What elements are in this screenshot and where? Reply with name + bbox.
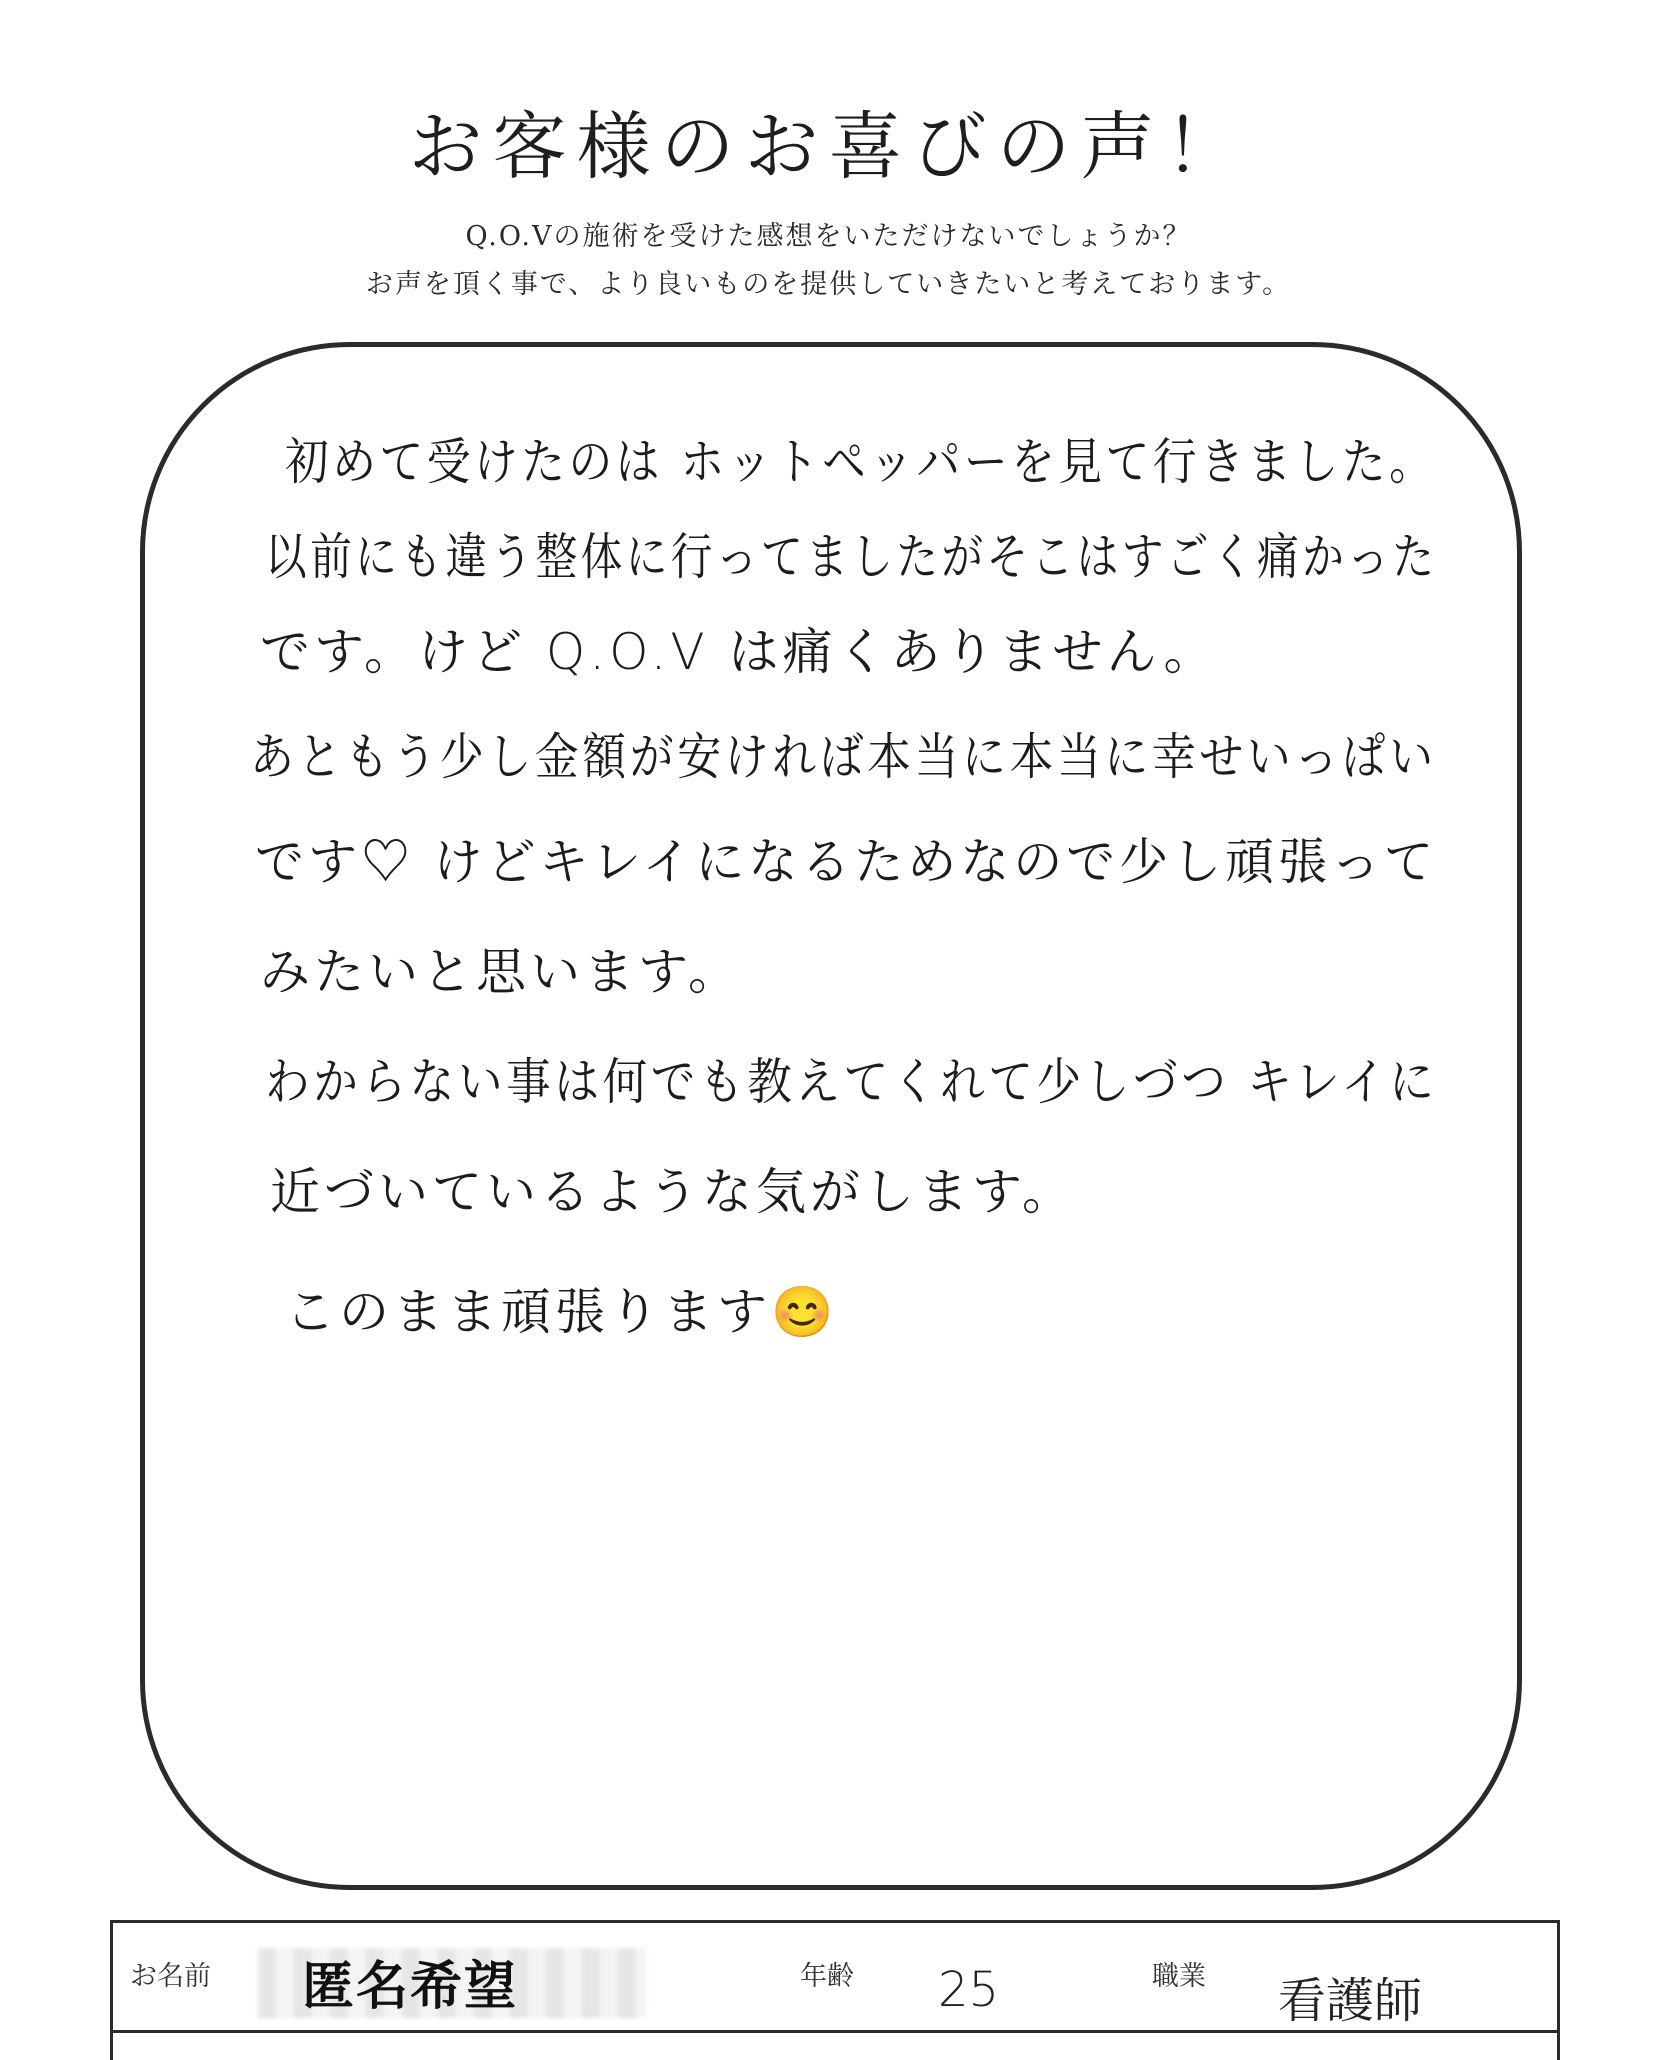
- message-line-9: このまま頑張ります😊: [285, 1283, 838, 1341]
- message-line-1: 初めて受けたのは ホットペッパーを見て行きました。: [285, 433, 1437, 491]
- message-line-4: あともう少し金額が安ければ本当に本当に幸せいっぱい: [250, 728, 1437, 786]
- job-label: 職業: [1152, 1961, 1206, 1992]
- job-value: 看護師: [1278, 1973, 1423, 2029]
- name-label: お名前: [130, 1961, 211, 1992]
- message-line-3: です。けど Q.O.V は痛くありません。: [260, 623, 1218, 681]
- message-line-6: みたいと思います。: [260, 943, 742, 1001]
- message-line-7: わからない事は何でも教えてくれて少しづつ キレイに: [265, 1053, 1438, 1111]
- page-title: お客様のお喜びの声！: [408, 104, 1249, 190]
- age-value: 25: [938, 1962, 1000, 2018]
- message-card: [140, 342, 1522, 1890]
- name-value: 匿名希望: [302, 1957, 519, 2017]
- age-label: 年齢: [800, 1961, 854, 1992]
- subtitle-line-1: Q.O.Vの施術を受けた感想をいただけないでしょうか？: [465, 221, 1192, 252]
- message-line-2: 以前にも違う整体に行ってましたがそこはすごく痛かった: [265, 528, 1438, 586]
- message-line-8: 近づいているような気がします。: [270, 1163, 1076, 1221]
- subtitle-line-2: お声を頂く事で、より良いものを提供していきたいと考えております。: [365, 269, 1292, 300]
- message-line-5: です♡ けどキレイになるためなので少し頑張って: [255, 833, 1438, 891]
